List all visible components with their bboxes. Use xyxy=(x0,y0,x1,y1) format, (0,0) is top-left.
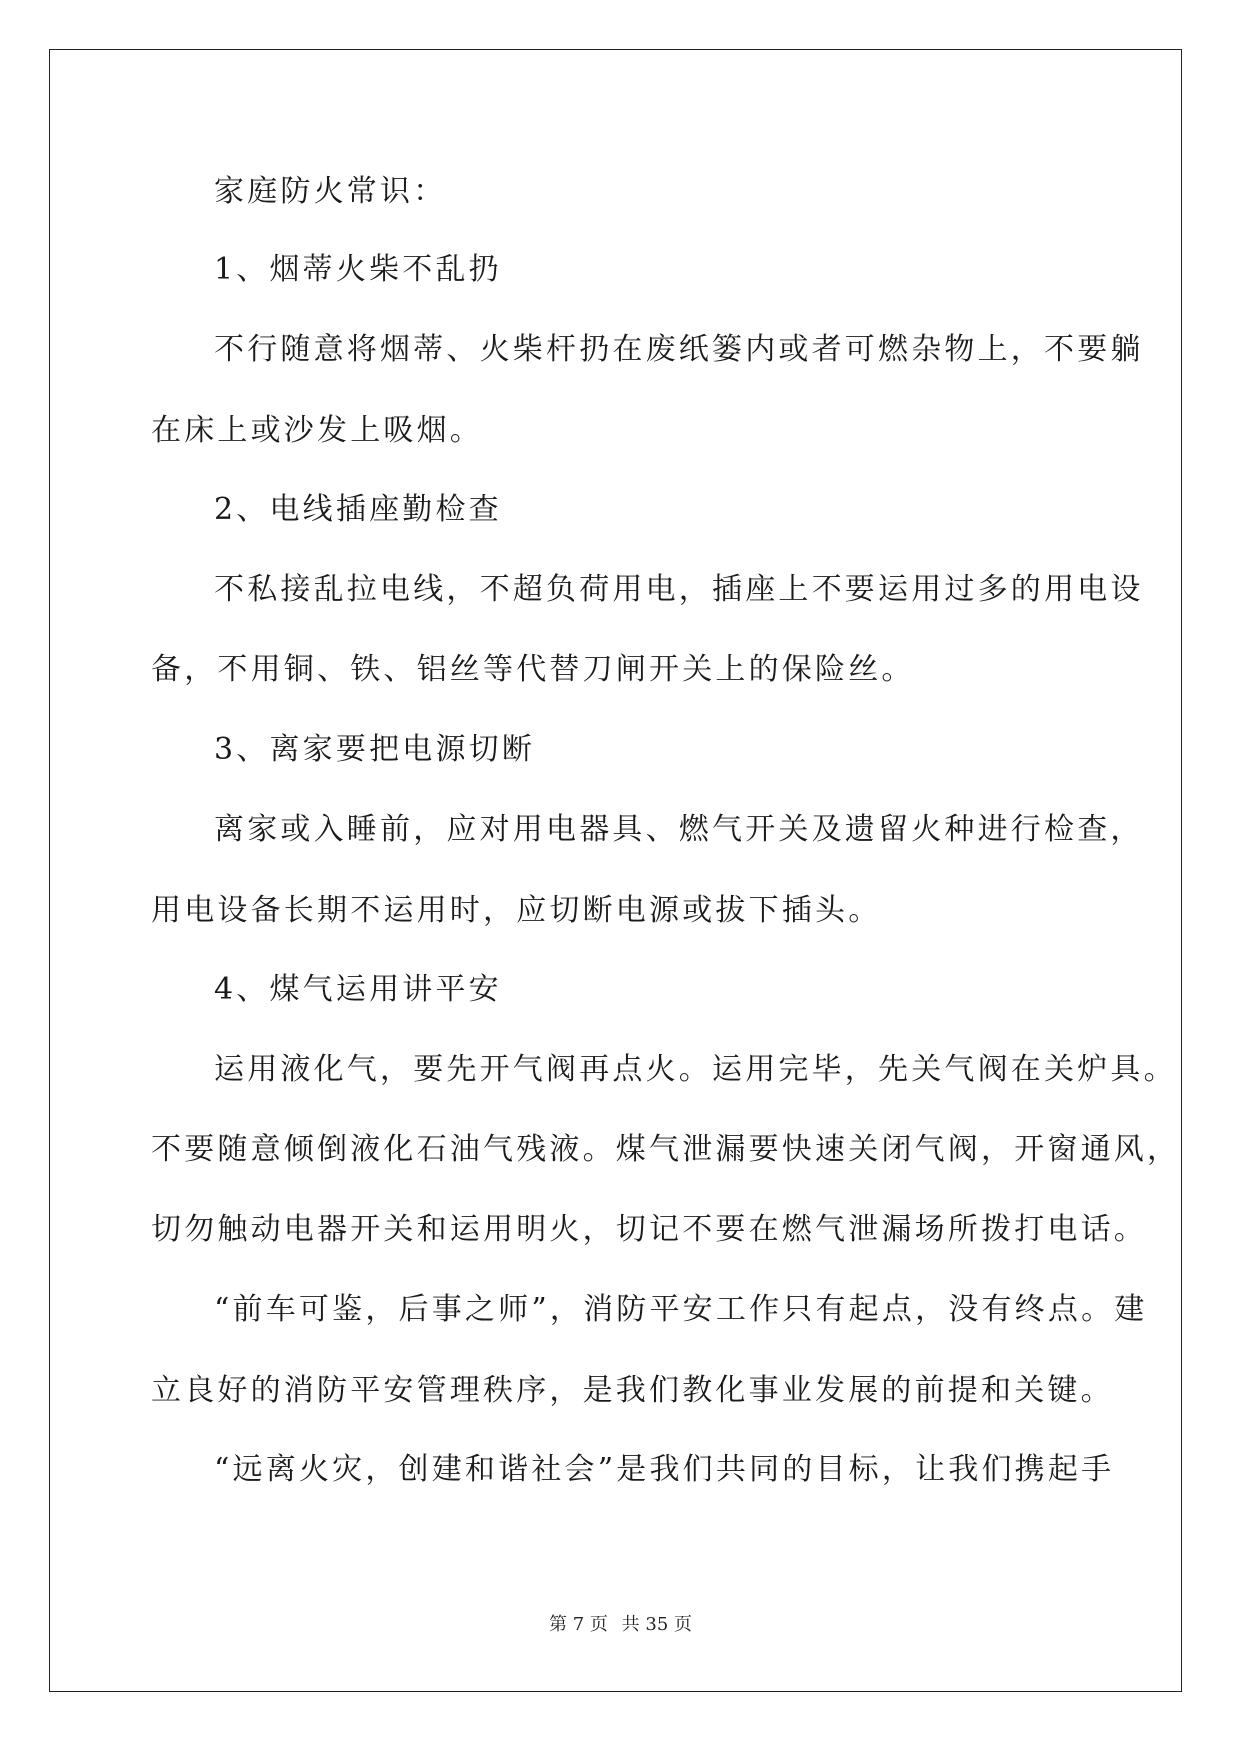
page-footer xyxy=(0,1610,1241,1636)
paragraph-line: 运用液化气，要先开气阀再点火。运用完毕，先关气阀在关炉具。 xyxy=(214,1052,1177,1087)
item-title-4: 4、煤气运用讲平安 xyxy=(214,972,502,1007)
paragraph-line: 备，不用铜、铁、铝丝等代替刀闸开关上的保险丝。 xyxy=(151,652,915,687)
paragraph-line: “远离火灾，创建和谐社会”是我们共同的目标，让我们携起手 xyxy=(214,1452,1115,1487)
page-border xyxy=(49,49,1182,1692)
total-pages: 共 35 页 xyxy=(621,1614,692,1635)
paragraph-line: 不私接乱拉电线，不超负荷用电，插座上不要运用过多的用电设 xyxy=(214,572,1144,607)
paragraph-line: 立良好的消防平安管理秩序，是我们教化事业发展的前提和关键。 xyxy=(151,1373,1114,1408)
paragraph-line: 切勿触动电器开关和运用明火，切记不要在燃气泄漏场所拨打电话。 xyxy=(151,1212,1147,1247)
page-number: 第 7 页 xyxy=(549,1614,608,1635)
paragraph-line: 离家或入睡前，应对用电器具、燃气开关及遗留火种进行检查， xyxy=(214,812,1144,847)
paragraph-line: 在床上或沙发上吸烟。 xyxy=(151,413,483,448)
item-title-3: 3、离家要把电源切断 xyxy=(214,732,536,767)
paragraph-line: 不行随意将烟蒂、火柴杆扔在废纸篓内或者可燃杂物上，不要躺 xyxy=(214,332,1144,367)
paragraph-line: 用电设备长期不运用时，应切断电源或拔下插头。 xyxy=(151,893,882,928)
paragraph-line: 不要随意倾倒液化石油气残液。煤气泄漏要快速关闭气阀，开窗通风， xyxy=(151,1132,1181,1167)
item-title-1: 1、烟蒂火柴不乱扔 xyxy=(214,252,502,287)
section-heading: 家庭防火常识： xyxy=(214,174,447,209)
paragraph-line: “前车可鉴，后事之师”，消防平安工作只有起点，没有终点。建 xyxy=(214,1292,1148,1327)
item-title-2: 2、电线插座勤检查 xyxy=(214,492,502,527)
